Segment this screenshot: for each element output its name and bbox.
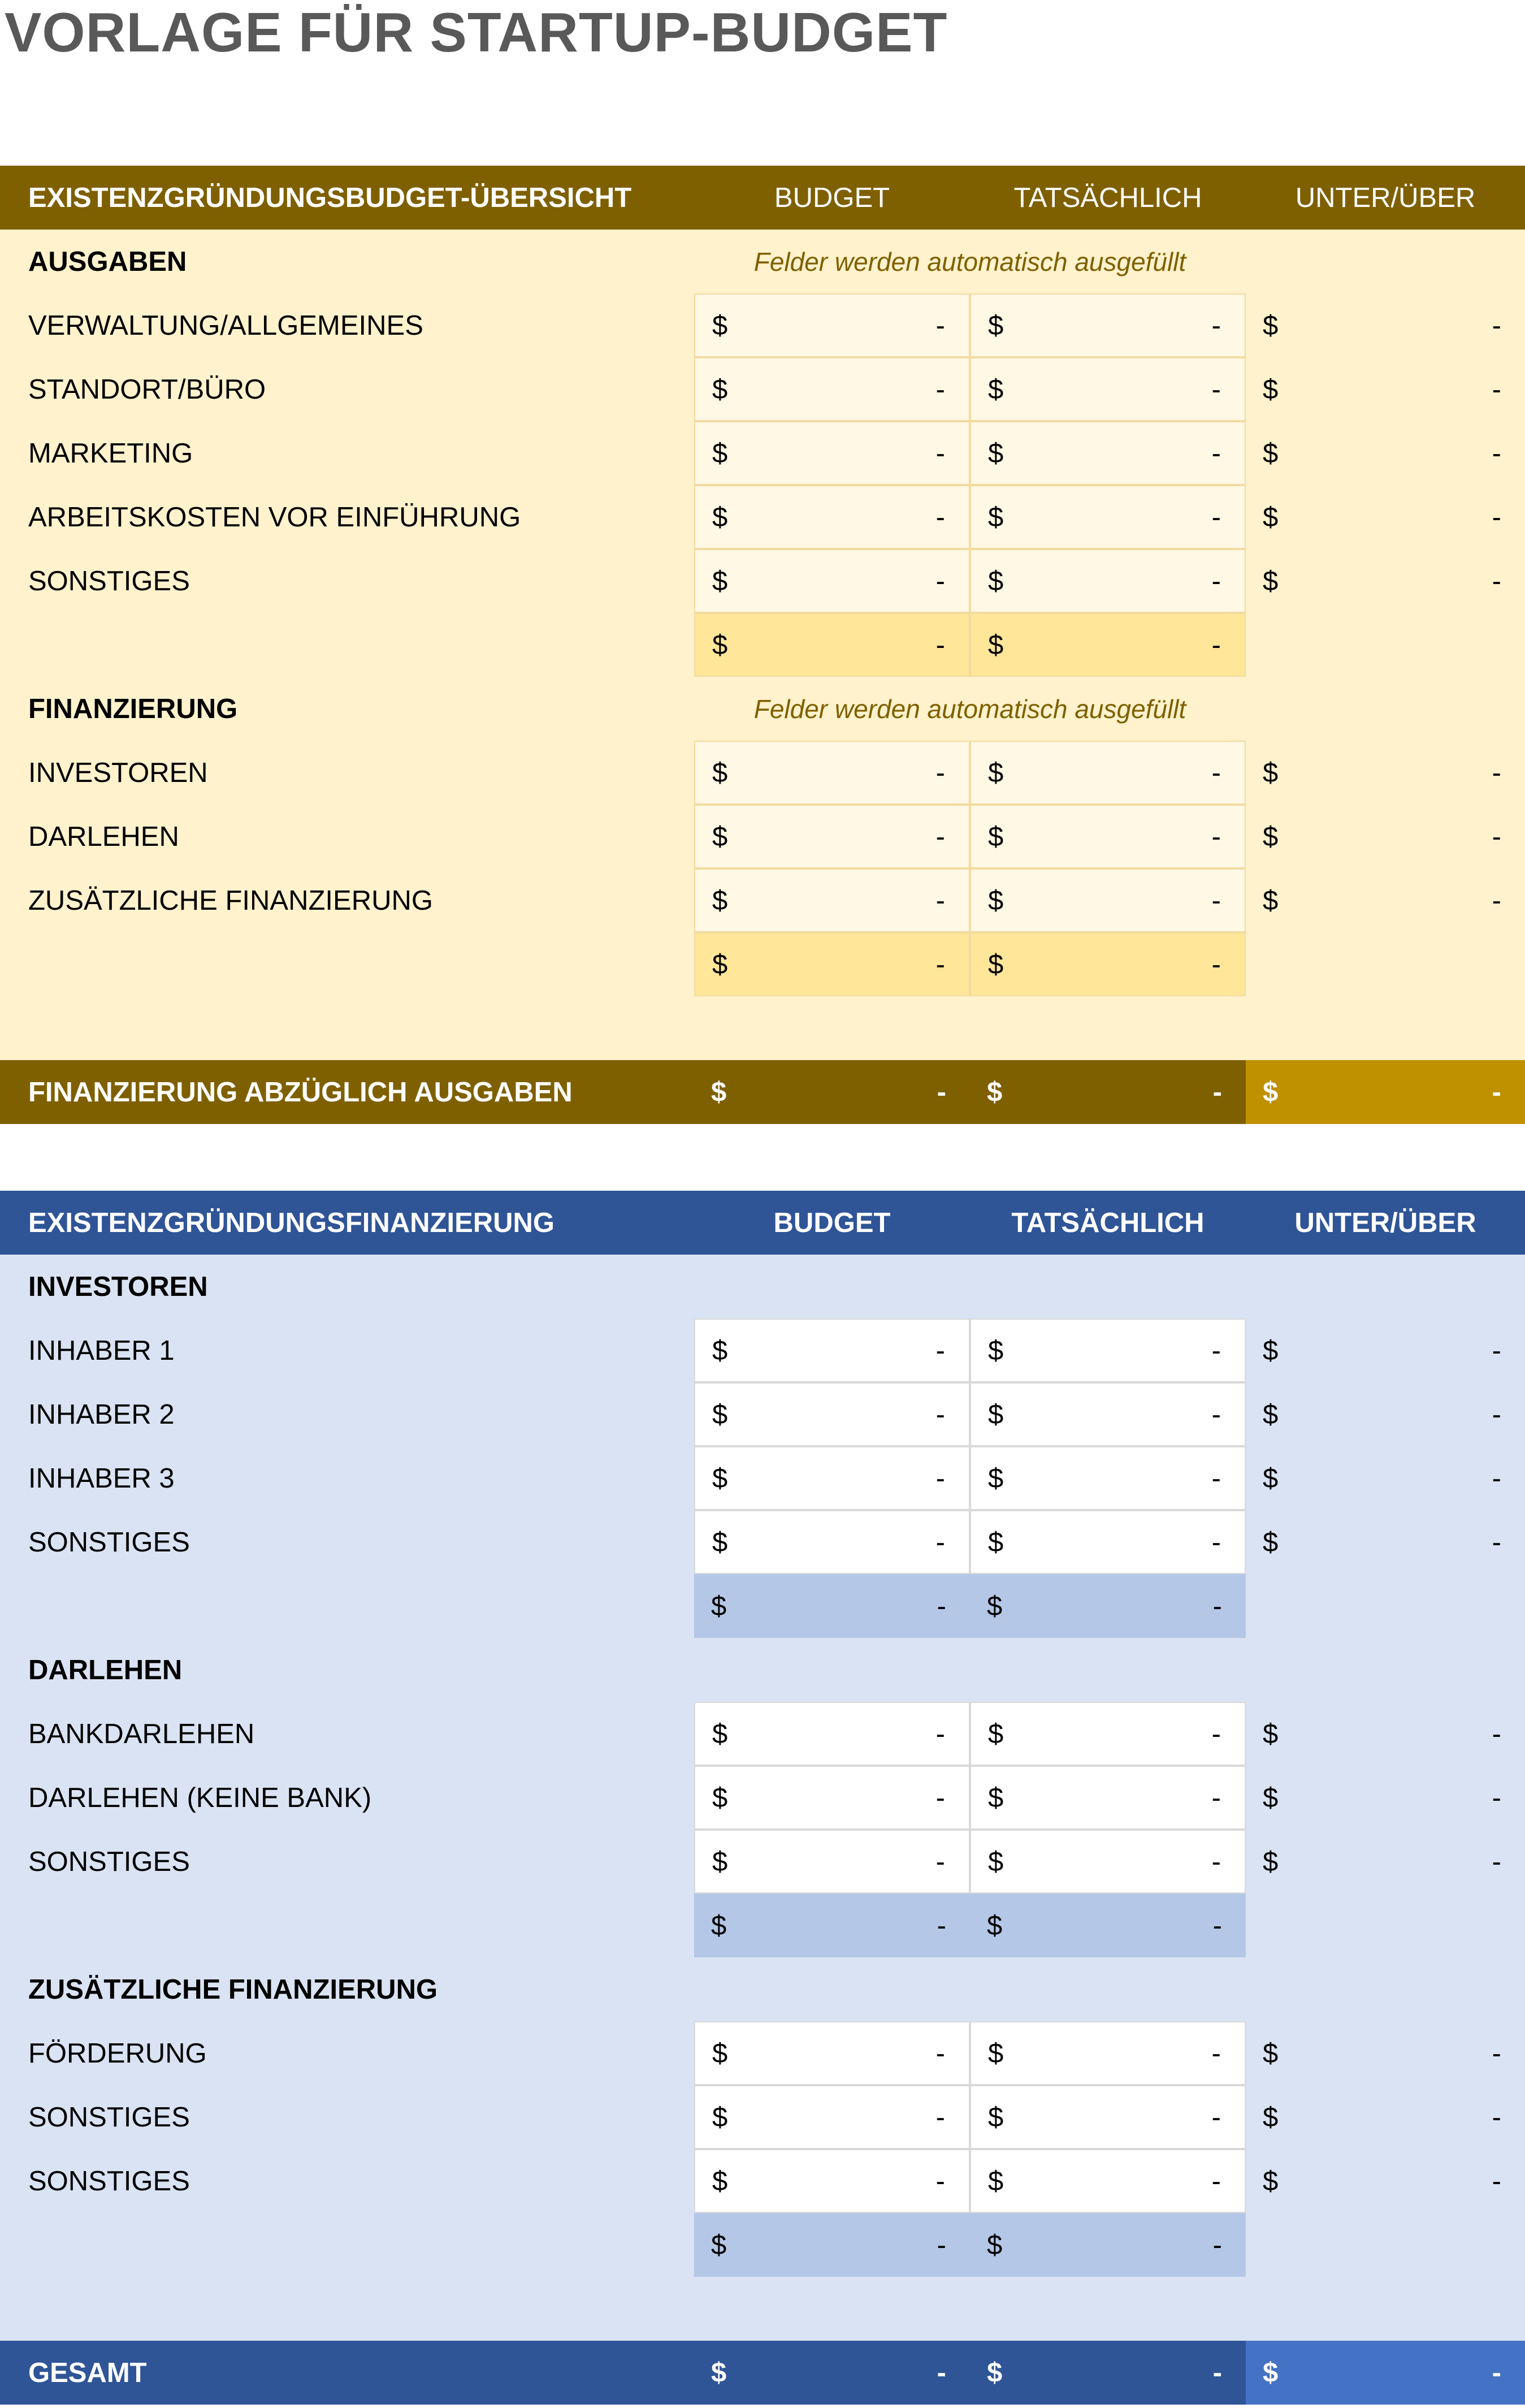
variance-cell	[1246, 1318, 1525, 1382]
subtotal-row	[0, 613, 1525, 677]
subtotal-row	[0, 2213, 1525, 2277]
budget-input-cell[interactable]	[694, 293, 970, 357]
value-dash: -	[1211, 2102, 1221, 2133]
variance-cell	[1246, 549, 1525, 613]
budget-input-cell[interactable]	[694, 1382, 970, 1446]
page-title: VORLAGE FÜR STARTUP-BUDGET	[5, 1, 948, 63]
currency-sign: $	[1263, 1846, 1279, 1877]
line-item-row	[0, 2149, 1525, 2213]
line-item-label: STANDORT/BÜRO	[28, 374, 266, 405]
overview-header-row	[0, 166, 1525, 230]
line-item-row	[0, 1510, 1525, 1574]
loans-title-row	[0, 1638, 1525, 1702]
value-dash: -	[1492, 885, 1501, 916]
loans-section-title: DARLEHEN	[28, 1654, 183, 1685]
actual-input-cell[interactable]	[970, 485, 1246, 549]
value-dash: -	[1211, 757, 1221, 788]
currency-sign: $	[712, 949, 728, 980]
value-dash: -	[935, 2165, 945, 2197]
additional-title-row	[0, 1957, 1525, 2021]
value-dash: -	[1211, 1846, 1221, 1877]
actual-input-cell[interactable]	[970, 2149, 1246, 2213]
actual-input-cell[interactable]	[970, 868, 1246, 932]
variance-cell	[1246, 1766, 1525, 1830]
value-dash: -	[1211, 565, 1221, 596]
currency-sign: $	[1263, 1782, 1279, 1813]
budget-input-cell[interactable]	[694, 1766, 970, 1830]
currency-sign: $	[712, 757, 728, 788]
value-dash: -	[1212, 1910, 1222, 1941]
actual-input-cell[interactable]	[970, 805, 1246, 868]
actual-input-cell[interactable]	[970, 421, 1246, 485]
currency-sign: $	[712, 1463, 728, 1494]
value-dash: -	[1211, 2038, 1221, 2069]
currency-sign: $	[712, 565, 728, 596]
currency-sign: $	[988, 821, 1004, 852]
value-dash: -	[1212, 2357, 1222, 2388]
funding-header-row	[0, 1191, 1525, 1255]
currency-sign: $	[1263, 757, 1279, 788]
currency-sign: $	[712, 1527, 728, 1558]
line-item-label: VERWALTUNG/ALLGEMEINES	[28, 310, 423, 341]
currency-sign: $	[712, 438, 728, 469]
currency-sign: $	[712, 1718, 728, 1749]
currency-sign: $	[712, 1782, 728, 1813]
actual-input-cell[interactable]	[970, 1702, 1246, 1766]
line-item-label: INHABER 1	[28, 1335, 175, 1366]
subtotal-row	[0, 932, 1525, 996]
loans-rows	[0, 1702, 1525, 1957]
line-item-row	[0, 1446, 1525, 1510]
subtotal-budget-cell	[694, 1893, 970, 1957]
financing-rows	[0, 741, 1525, 996]
currency-sign: $	[988, 1718, 1004, 1749]
budget-overview-table	[0, 166, 1525, 1124]
currency-sign: $	[711, 2357, 727, 2388]
total-label: GESAMT	[28, 2357, 147, 2388]
variance-cell	[1246, 1446, 1525, 1510]
value-dash: -	[1492, 1782, 1501, 1813]
budget-input-cell[interactable]	[694, 2149, 970, 2213]
value-dash: -	[937, 1077, 946, 1108]
financing-autofill-note: Felder werden automatisch ausgefüllt	[753, 694, 1186, 724]
value-dash: -	[1212, 1590, 1222, 1622]
currency-sign: $	[712, 310, 728, 341]
value-dash: -	[1492, 1846, 1501, 1877]
currency-sign: $	[712, 2102, 728, 2133]
overview-header-actual: TATSÄCHLICH	[1013, 182, 1202, 213]
budget-input-cell[interactable]	[694, 1510, 970, 1574]
line-item-row	[0, 741, 1525, 805]
line-item-row	[0, 1702, 1525, 1766]
value-dash: -	[935, 1399, 945, 1430]
value-dash: -	[1492, 1335, 1501, 1366]
value-dash: -	[1492, 2165, 1501, 2197]
actual-input-cell[interactable]	[970, 1766, 1246, 1830]
value-dash: -	[1492, 438, 1501, 469]
currency-sign: $	[1263, 1718, 1279, 1749]
budget-input-cell[interactable]	[694, 1702, 970, 1766]
financing-title-row	[0, 677, 1525, 741]
value-dash: -	[1492, 757, 1501, 788]
line-item-row	[0, 1318, 1525, 1382]
currency-sign: $	[988, 1335, 1004, 1366]
total-row	[0, 2341, 1525, 2405]
currency-sign: $	[988, 1399, 1004, 1430]
value-dash: -	[937, 1910, 946, 1941]
budget-input-cell[interactable]	[694, 868, 970, 932]
variance-cell	[1246, 293, 1525, 357]
value-dash: -	[1211, 629, 1221, 660]
line-item-label: FÖRDERUNG	[28, 2038, 207, 2069]
value-dash: -	[1211, 1463, 1221, 1494]
subtotal-actual-cell	[970, 1893, 1246, 1957]
subtotal-actual-cell	[970, 932, 1246, 996]
variance-cell	[1246, 805, 1525, 868]
financing-section-title: FINANZIERUNG	[28, 693, 238, 724]
line-item-row	[0, 549, 1525, 613]
variance-cell	[1246, 741, 1525, 805]
funding-spacer-row	[0, 2277, 1525, 2341]
total-budget-cell	[694, 2341, 970, 2405]
value-dash: -	[1492, 1463, 1501, 1494]
value-dash: -	[1211, 1718, 1221, 1749]
currency-sign: $	[988, 1463, 1004, 1494]
variance-cell	[1246, 1830, 1525, 1893]
line-item-label: MARKETING	[28, 438, 193, 469]
value-dash: -	[1211, 502, 1221, 533]
funding-header-budget: BUDGET	[773, 1207, 891, 1238]
value-dash: -	[1492, 1718, 1501, 1749]
currency-sign: $	[1263, 502, 1279, 533]
line-item-label: DARLEHEN (KEINE BANK)	[28, 1782, 372, 1813]
value-dash: -	[935, 1335, 945, 1366]
currency-sign: $	[1263, 1077, 1279, 1108]
value-dash: -	[1211, 374, 1221, 405]
subtotal-actual-cell	[970, 613, 1246, 677]
currency-sign: $	[711, 1910, 727, 1941]
variance-cell	[1246, 1382, 1525, 1446]
value-dash: -	[935, 1718, 945, 1749]
actual-input-cell[interactable]	[970, 1830, 1246, 1893]
value-dash: -	[937, 2357, 946, 2388]
variance-cell	[1246, 1510, 1525, 1574]
line-item-row	[0, 805, 1525, 868]
currency-sign: $	[712, 502, 728, 533]
currency-sign: $	[712, 1399, 728, 1430]
currency-sign: $	[988, 438, 1004, 469]
value-dash: -	[1211, 1782, 1221, 1813]
currency-sign: $	[988, 885, 1004, 916]
line-item-label: SONSTIGES	[28, 565, 190, 596]
variance-cell	[1246, 421, 1525, 485]
currency-sign: $	[988, 1846, 1004, 1877]
value-dash: -	[1492, 1527, 1501, 1558]
value-dash: -	[935, 949, 945, 980]
currency-sign: $	[988, 374, 1004, 405]
line-item-row	[0, 485, 1525, 549]
value-dash: -	[1212, 1077, 1222, 1108]
line-item-label: SONSTIGES	[28, 2165, 190, 2197]
funding-table	[0, 1191, 1525, 2405]
investors-title-row	[0, 1255, 1525, 1318]
value-dash: -	[1492, 2038, 1501, 2069]
overview-header-variance: UNTER/ÜBER	[1295, 182, 1476, 213]
line-item-row	[0, 1830, 1525, 1893]
currency-sign: $	[988, 310, 1004, 341]
actual-input-cell[interactable]	[970, 549, 1246, 613]
value-dash: -	[1212, 2229, 1222, 2260]
net-variance-cell	[1246, 1060, 1525, 1124]
value-dash: -	[1492, 1077, 1501, 1108]
variance-cell	[1246, 357, 1525, 421]
line-item-label: SONSTIGES	[28, 1846, 190, 1877]
currency-sign: $	[1263, 1463, 1279, 1494]
line-item-row	[0, 1382, 1525, 1446]
subtotal-row	[0, 1574, 1525, 1638]
overview-header-budget: BUDGET	[774, 182, 890, 213]
actual-input-cell[interactable]	[970, 1382, 1246, 1446]
budget-input-cell[interactable]	[694, 1446, 970, 1510]
subtotal-budget-cell	[694, 613, 970, 677]
line-item-row	[0, 421, 1525, 485]
value-dash: -	[1211, 1399, 1221, 1430]
variance-cell	[1246, 2021, 1525, 2085]
funding-header-actual: TATSÄCHLICH	[1011, 1207, 1205, 1238]
currency-sign: $	[1263, 1335, 1279, 1366]
subtotal-budget-cell	[694, 1574, 970, 1638]
value-dash: -	[937, 1590, 946, 1622]
variance-cell	[1246, 2149, 1525, 2213]
currency-sign: $	[712, 1335, 728, 1366]
actual-input-cell[interactable]	[970, 357, 1246, 421]
variance-cell	[1246, 2085, 1525, 2149]
value-dash: -	[1492, 1399, 1501, 1430]
line-item-label: SONSTIGES	[28, 2102, 190, 2133]
net-budget-cell	[694, 1060, 970, 1124]
variance-cell	[1246, 868, 1525, 932]
budget-input-cell[interactable]	[694, 1830, 970, 1893]
currency-sign: $	[987, 2229, 1003, 2260]
currency-sign: $	[712, 2165, 728, 2197]
subtotal-actual-cell	[970, 1574, 1246, 1638]
budget-input-cell[interactable]	[694, 1318, 970, 1382]
line-item-label: BANKDARLEHEN	[28, 1718, 255, 1749]
value-dash: -	[1211, 438, 1221, 469]
value-dash: -	[1211, 1527, 1221, 1558]
currency-sign: $	[988, 949, 1004, 980]
expenses-rows	[0, 293, 1525, 677]
value-dash: -	[935, 1463, 945, 1494]
value-dash: -	[935, 757, 945, 788]
value-dash: -	[1492, 2357, 1501, 2388]
funding-header-label: EXISTENZGRÜNDUNGSFINANZIERUNG	[28, 1207, 555, 1238]
budget-input-cell[interactable]	[694, 2021, 970, 2085]
total-actual-cell	[970, 2341, 1246, 2405]
currency-sign: $	[712, 1846, 728, 1877]
currency-sign: $	[987, 1590, 1003, 1622]
expenses-title-row	[0, 230, 1525, 293]
budget-input-cell[interactable]	[694, 805, 970, 868]
currency-sign: $	[987, 1077, 1003, 1108]
value-dash: -	[935, 885, 945, 916]
currency-sign: $	[1263, 2102, 1279, 2133]
investors-rows	[0, 1318, 1525, 1638]
value-dash: -	[935, 438, 945, 469]
value-dash: -	[935, 565, 945, 596]
value-dash: -	[1211, 821, 1221, 852]
actual-input-cell[interactable]	[970, 2085, 1246, 2149]
value-dash: -	[1492, 310, 1501, 341]
actual-input-cell[interactable]	[970, 1510, 1246, 1574]
value-dash: -	[1211, 1335, 1221, 1366]
additional-rows	[0, 2021, 1525, 2277]
currency-sign: $	[1263, 310, 1279, 341]
currency-sign: $	[1263, 565, 1279, 596]
actual-input-cell[interactable]	[970, 1446, 1246, 1510]
value-dash: -	[1492, 565, 1501, 596]
funding-header-variance: UNTER/ÜBER	[1294, 1207, 1476, 1238]
line-item-row	[0, 2021, 1525, 2085]
currency-sign: $	[1263, 2038, 1279, 2069]
currency-sign: $	[988, 2102, 1004, 2133]
total-variance-cell	[1246, 2341, 1525, 2405]
expenses-autofill-note: Felder werden automatisch ausgefüllt	[753, 247, 1186, 276]
subtotal-budget-cell	[694, 932, 970, 996]
currency-sign: $	[987, 2357, 1003, 2388]
currency-sign: $	[1263, 374, 1279, 405]
overview-header-label: EXISTENZGRÜNDUNGSBUDGET-ÜBERSICHT	[28, 182, 632, 213]
line-item-label: INHABER 3	[28, 1463, 175, 1494]
expenses-section-title: AUSGABEN	[28, 246, 187, 277]
subtotal-row	[0, 1893, 1525, 1957]
subtotal-budget-cell	[694, 2213, 970, 2277]
value-dash: -	[1211, 2165, 1221, 2197]
budget-input-cell[interactable]	[694, 485, 970, 549]
currency-sign: $	[988, 629, 1004, 660]
value-dash: -	[1492, 374, 1501, 405]
line-item-row	[0, 1766, 1525, 1830]
budget-input-cell[interactable]	[694, 2085, 970, 2149]
line-item-label: INHABER 2	[28, 1399, 175, 1430]
currency-sign: $	[1263, 438, 1279, 469]
currency-sign: $	[1263, 821, 1279, 852]
currency-sign: $	[712, 2038, 728, 2069]
currency-sign: $	[712, 821, 728, 852]
variance-cell	[1246, 485, 1525, 549]
line-item-label: ZUSÄTZLICHE FINANZIERUNG	[28, 885, 433, 916]
additional-section-title: ZUSÄTZLICHE FINANZIERUNG	[28, 1974, 438, 2005]
currency-sign: $	[1263, 885, 1279, 916]
line-item-label: INVESTOREN	[28, 757, 208, 788]
budget-input-cell[interactable]	[694, 549, 970, 613]
subtotal-actual-cell	[970, 2213, 1246, 2277]
value-dash: -	[935, 310, 945, 341]
currency-sign: $	[1263, 2357, 1279, 2388]
value-dash: -	[1492, 502, 1501, 533]
currency-sign: $	[1263, 2165, 1279, 2197]
currency-sign: $	[988, 502, 1004, 533]
actual-input-cell[interactable]	[970, 741, 1246, 805]
value-dash: -	[935, 821, 945, 852]
variance-cell	[1246, 1702, 1525, 1766]
net-actual-cell	[970, 1060, 1246, 1124]
value-dash: -	[937, 2229, 946, 2260]
currency-sign: $	[988, 1527, 1004, 1558]
value-dash: -	[935, 502, 945, 533]
currency-sign: $	[988, 757, 1004, 788]
line-item-label: SONSTIGES	[28, 1527, 190, 1558]
value-dash: -	[935, 1782, 945, 1813]
value-dash: -	[1211, 885, 1221, 916]
currency-sign: $	[711, 1077, 727, 1108]
budget-input-cell[interactable]	[694, 357, 970, 421]
currency-sign: $	[987, 1910, 1003, 1941]
currency-sign: $	[711, 1590, 727, 1622]
currency-sign: $	[1263, 1399, 1279, 1430]
line-item-row	[0, 293, 1525, 357]
overview-spacer-row	[0, 996, 1525, 1060]
investors-section-title: INVESTOREN	[28, 1271, 208, 1302]
currency-sign: $	[988, 565, 1004, 596]
currency-sign: $	[712, 885, 728, 916]
actual-input-cell[interactable]	[970, 293, 1246, 357]
currency-sign: $	[988, 2165, 1004, 2197]
value-dash: -	[935, 374, 945, 405]
value-dash: -	[935, 629, 945, 660]
currency-sign: $	[712, 374, 728, 405]
value-dash: -	[1211, 310, 1221, 341]
value-dash: -	[935, 2102, 945, 2133]
budget-input-cell[interactable]	[694, 421, 970, 485]
line-item-label: ARBEITSKOSTEN VOR EINFÜHRUNG	[28, 502, 521, 533]
budget-input-cell[interactable]	[694, 741, 970, 805]
line-item-row	[0, 2085, 1525, 2149]
currency-sign: $	[711, 2229, 727, 2260]
net-funding-label: FINANZIERUNG ABZÜGLICH AUSGABEN	[28, 1077, 573, 1108]
net-funding-row	[0, 1060, 1525, 1124]
value-dash: -	[1492, 2102, 1501, 2133]
value-dash: -	[1492, 821, 1501, 852]
currency-sign: $	[712, 629, 728, 660]
currency-sign: $	[988, 2038, 1004, 2069]
line-item-label: DARLEHEN	[28, 821, 179, 852]
line-item-row	[0, 868, 1525, 932]
actual-input-cell[interactable]	[970, 2021, 1246, 2085]
value-dash: -	[1211, 949, 1221, 980]
value-dash: -	[935, 1527, 945, 1558]
value-dash: -	[935, 1846, 945, 1877]
line-item-row	[0, 357, 1525, 421]
actual-input-cell[interactable]	[970, 1318, 1246, 1382]
value-dash: -	[935, 2038, 945, 2069]
currency-sign: $	[1263, 1527, 1279, 1558]
currency-sign: $	[988, 1782, 1004, 1813]
